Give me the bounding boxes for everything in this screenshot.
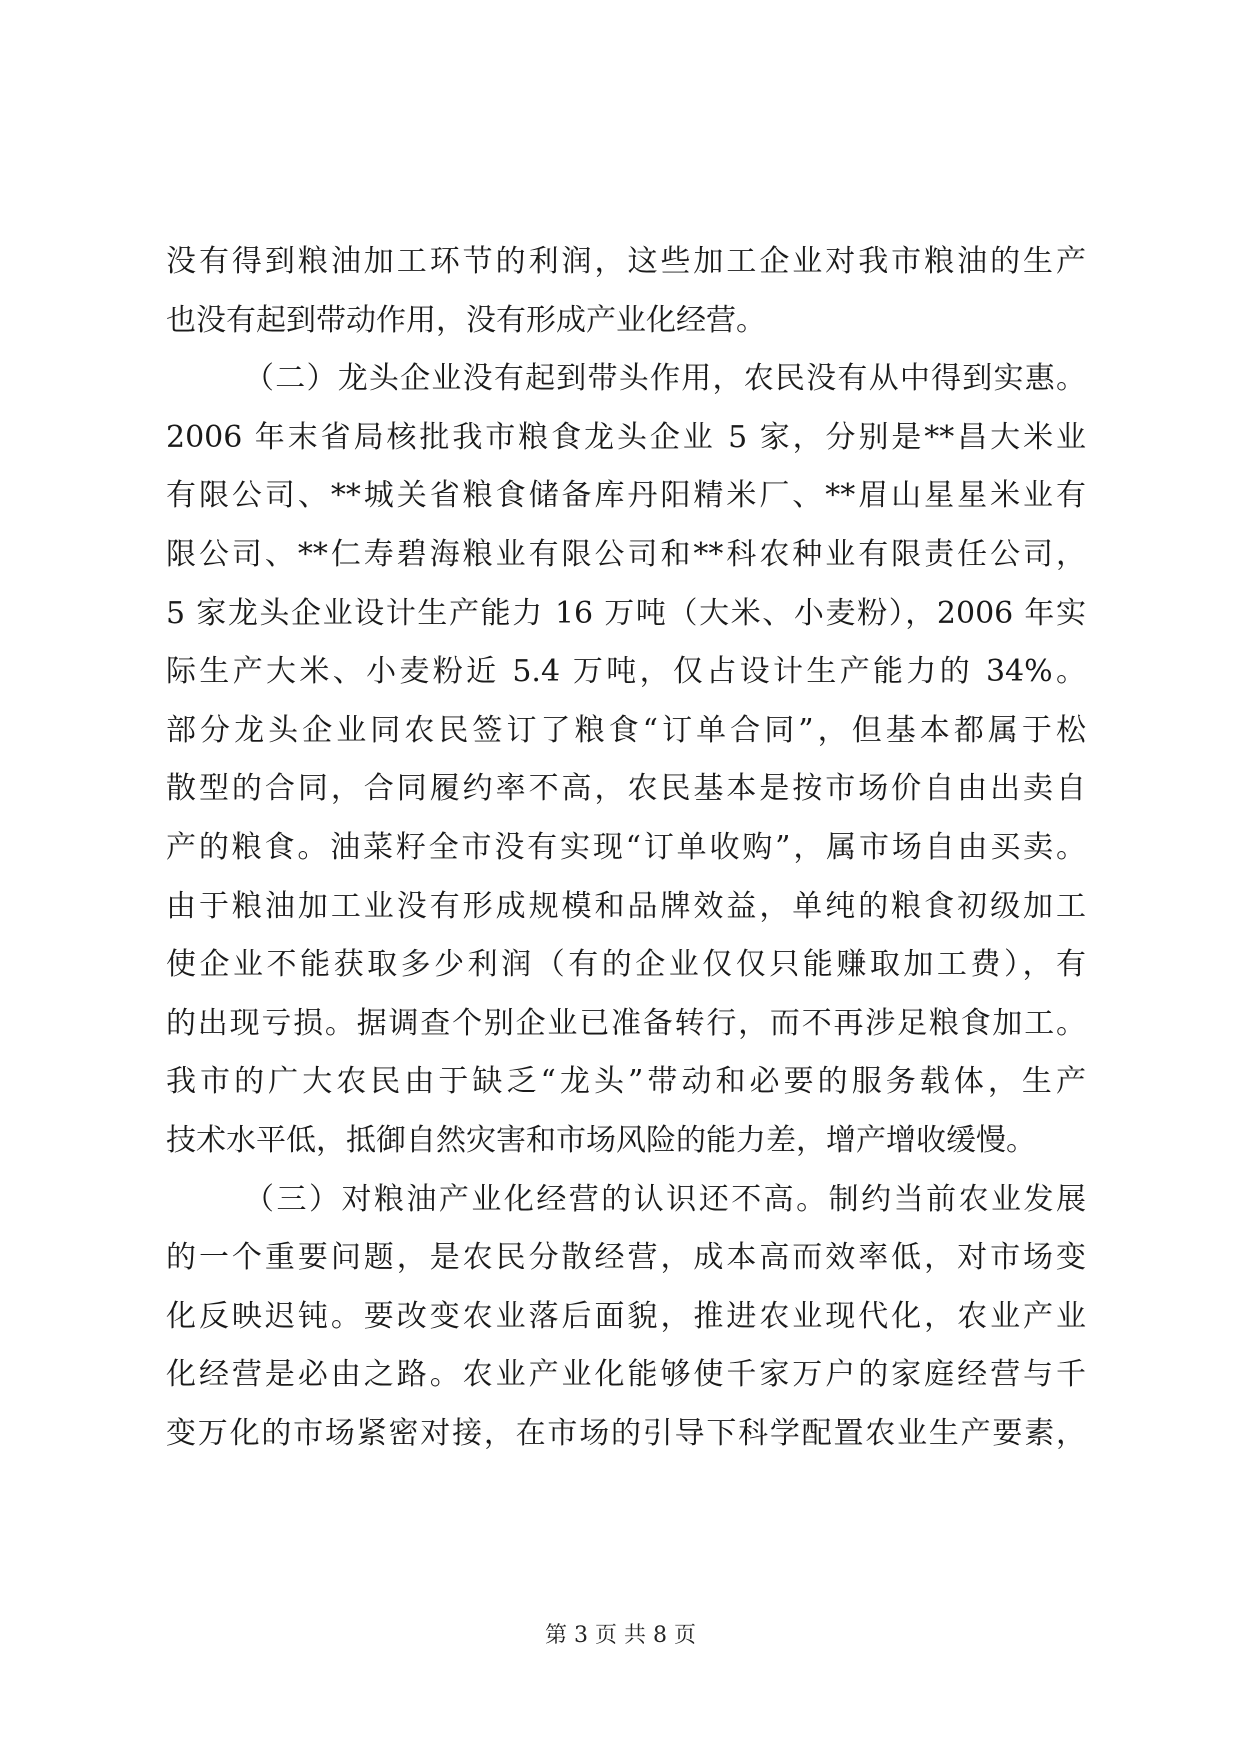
text-line: 的一个重要问题，是农民分散经营，成本高而效率低，对市场变 — [166, 1240, 1086, 1276]
text-line: 没有得到粮油加工环节的利润，这些加工企业对我市粮油的生产 — [166, 244, 1086, 279]
text-line: 2006 年末省局核批我市粮食龙头企业 5 家，分别是**昌大米业 — [166, 419, 1086, 455]
page-footer — [0, 1618, 1241, 1649]
text-line: 产的粮食。油菜籽全市没有实现“订单收购”，属市场自由买卖。 — [166, 829, 1086, 865]
text-line: 化反映迟钝。要改变农业落后面貌，推进农业现代化，农业产业 — [166, 1298, 1086, 1334]
text-line: 际生产大米、小麦粉近 5.4 万吨，仅占设计生产能力的 34%。 — [166, 654, 1086, 690]
text-line: 变万化的市场紧密对接，在市场的引导下科学配置农业生产要素， — [166, 1415, 1086, 1451]
text-line: 由于粮油加工业没有形成规模和品牌效益，单纯的粮食初级加工 — [166, 888, 1086, 924]
text-line: 散型的合同，合同履约率不高，农民基本是按市场价自由出卖自 — [166, 771, 1086, 807]
text-line: 有限公司、**城关省粮食储备库丹阳精米厂、**眉山星星米业有 — [166, 478, 1086, 514]
section-heading-line: （二）龙头企业没有起到带头作用，农民没有从中得到实惠。 — [244, 361, 1086, 397]
text-line: 化经营是必由之路。农业产业化能够使千家万户的家庭经营与千 — [166, 1357, 1086, 1393]
text-line: 使企业不能获取多少利润（有的企业仅仅只能赚取加工费），有 — [166, 947, 1086, 983]
text-line: 限公司、**仁寿碧海粮业有限公司和**科农种业有限责任公司， — [166, 536, 1086, 572]
text-line: 我市的广大农民由于缺乏“龙头”带动和必要的服务载体，生产 — [166, 1064, 1086, 1100]
text-line: 部分龙头企业同农民签订了粮食“订单合同”，但基本都属于松 — [166, 712, 1086, 748]
text-line: 的出现亏损。据调查个别企业已准备转行，而不再涉足粮食加工。 — [166, 1005, 1086, 1041]
section-heading-line: （三）对粮油产业化经营的认识还不高。制约当前农业发展 — [244, 1181, 1086, 1217]
text-line: 5 家龙头企业设计生产能力 16 万吨（大米、小麦粉），2006 年实 — [166, 595, 1086, 631]
text-line: 技术水平低，抵御自然灾害和市场风险的能力差，增产增收缓慢。 — [166, 1122, 1036, 1158]
body-text — [166, 233, 1086, 1463]
text-line: 也没有起到带动作用，没有形成产业化经营。 — [166, 302, 766, 338]
page-number: 第 3 页 共 8 页 — [545, 1623, 696, 1648]
